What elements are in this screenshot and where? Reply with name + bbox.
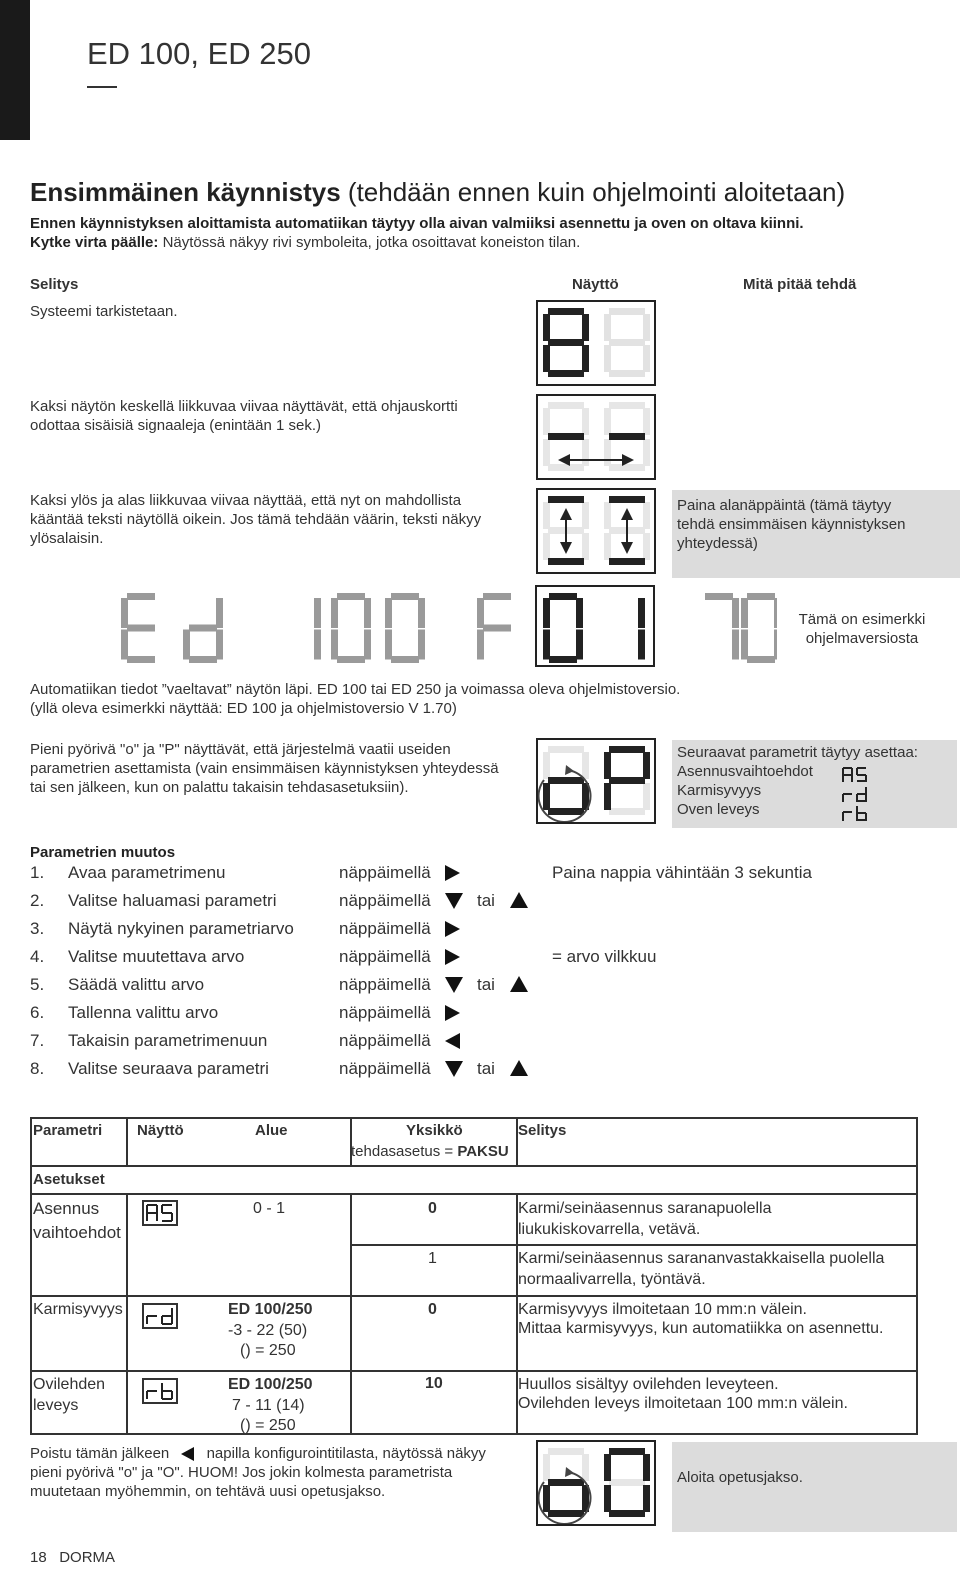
intro-line-2-rest: Näytössä näkyy rivi symboleita, jotka osoittavat koneiston tilan. (158, 234, 581, 251)
segment (314, 598, 321, 628)
step-number: 1. (30, 863, 45, 882)
step-label: Tallenna valittu arvo (68, 1003, 219, 1022)
exit-line-2: pieni pyörivä "o" ja "O". HUOM! Jos jokin kolmesta parametrista (30, 1464, 453, 1481)
segment (331, 598, 338, 628)
table-line-4 (30, 1295, 918, 1297)
display-o0 (536, 1440, 656, 1526)
segment (732, 598, 739, 628)
display-vertical-bars (536, 488, 656, 574)
segment (364, 598, 371, 628)
th-yksikko: Yksikkö (406, 1122, 463, 1139)
table-group: Asetukset (33, 1171, 105, 1188)
segment (121, 630, 128, 660)
segment (774, 598, 777, 628)
auto-line-2: (yllä oleva esimerkki näyttää: ED 100 ja ohjelmistoversio V 1.70) (30, 700, 457, 717)
row4-text: Pieni pyörivä "o" ja "P" näyttävät, että järjestelmä vaatii useiden parametrien asettamista (vain ensimmäisen käynnistyksen yhteydessä tai sen jälkeen, kun on palattu takaisin tehdasasetuksiin). (30, 741, 499, 796)
segment (337, 656, 365, 663)
row2-text: Kaksi näytön keskellä liikkuvaa viivaa näyttävät, että ohjauskortti odottaa sisäisiä signaaleja (enintään 1 sek.) (30, 398, 458, 434)
seven-seg-o0-icon (538, 1442, 654, 1524)
row4-param-1: Asennusvaihtoehdot (677, 763, 813, 780)
th-naytto: Näyttö (137, 1122, 184, 1139)
intro-line-1: Ennen käynnistyksen aloittamista automatiikan täytyy olla aivan valmiiksi asennettu ja oven on oltava kiinni. (30, 215, 804, 232)
step-row (30, 889, 590, 913)
col-mita: Mitä pitää tehdä (743, 276, 857, 293)
step-number: 8. (30, 1059, 45, 1078)
col-selitys: Selitys (30, 276, 79, 293)
th-tehdas-prefix: tehdasasetus = (351, 1143, 458, 1160)
row-leveys-range-2: 7 - 11 (14) (232, 1397, 305, 1414)
step-label: Näytä nykyinen parametriarvo (68, 919, 294, 938)
table-border-right (916, 1117, 918, 1435)
segment (418, 630, 425, 660)
down-arrow-icon (445, 977, 463, 993)
heading-rest: (tehdään ennen kuin ohjelmointi aloitetaan) (340, 177, 846, 207)
footer (30, 1549, 115, 1566)
step-row (30, 945, 657, 969)
seven-seg-updown-icon (538, 490, 654, 572)
exit-line-3: muutetaan myöhemmin, on tehtävä uusi opetusjakso. (30, 1483, 386, 1500)
segment (576, 630, 583, 660)
segment (774, 630, 777, 660)
segment (385, 630, 392, 660)
row-leveys-unit: 10 (425, 1375, 443, 1392)
step-or-word: tai (477, 891, 495, 910)
segment (747, 656, 775, 663)
row-karmi-param: Karmisyvyys (33, 1301, 123, 1318)
up-arrow-icon (510, 892, 528, 908)
display-dashes (536, 394, 656, 480)
mini-display-rd (142, 1303, 178, 1329)
table-line-1 (30, 1165, 918, 1167)
display-88 (536, 300, 656, 386)
row4-param-2: Karmisyvyys (677, 782, 762, 799)
section-heading (30, 177, 845, 208)
step-note: Paina nappia vähintään 3 sekuntia (552, 863, 812, 882)
step-key-word: näppäimellä (339, 919, 431, 938)
segment (638, 598, 645, 628)
step-label: Valitse seuraava parametri (68, 1059, 269, 1078)
rb-icon (144, 1380, 176, 1402)
step-key-word: näppäimellä (339, 947, 431, 966)
segment (549, 593, 577, 600)
up-arrow-icon (510, 976, 528, 992)
step-key-word: näppäimellä (339, 1031, 431, 1050)
step-row (30, 861, 812, 885)
segment (337, 593, 365, 600)
step-key-word: näppäimellä (339, 891, 431, 910)
exit-action-box (672, 1442, 957, 1532)
page-title: ED 100, ED 250 (87, 36, 312, 71)
segment (127, 656, 155, 663)
table-line-3 (350, 1244, 918, 1246)
display-oP (536, 738, 656, 824)
row-leveys-range-3: () = 250 (240, 1417, 296, 1434)
heading-bold: Ensimmäinen käynnistys (30, 177, 341, 207)
step-label: Avaa parametrimenu (68, 863, 226, 882)
segment (638, 630, 645, 660)
param-table (30, 1117, 918, 1435)
segment (732, 630, 739, 660)
segment (477, 598, 484, 628)
mini-display-rb (142, 1378, 178, 1404)
down-arrow-icon (445, 1061, 463, 1077)
brand-name: DORMA (59, 1549, 116, 1566)
step-or-word: tai (477, 975, 495, 994)
segment (391, 593, 419, 600)
step-key-word: näppäimellä (339, 863, 431, 882)
right-arrow-icon (445, 1005, 460, 1021)
param-change-title: Parametrien muutos (30, 844, 176, 861)
segment (543, 598, 550, 628)
segment (549, 656, 577, 663)
segment (183, 630, 190, 660)
exit-text-b: napilla konfigurointitilasta, näytössä näkyy (206, 1445, 486, 1462)
table-col-1 (126, 1117, 128, 1165)
step-row (30, 1057, 590, 1081)
exit-line-1 (30, 1444, 530, 1463)
segment (477, 630, 484, 660)
segment (189, 656, 217, 663)
segment (385, 598, 392, 628)
step-number: 5. (30, 975, 45, 994)
table-line-5 (30, 1370, 918, 1372)
segment (741, 598, 748, 628)
exit-action-text: Aloita opetusjakso. (677, 1469, 803, 1486)
table-border-left (30, 1117, 32, 1435)
row-leveys-param: Ovilehden leveys (33, 1376, 106, 1414)
segment (747, 593, 775, 600)
segment (418, 598, 425, 628)
step-label: Valitse muutettava arvo (68, 947, 245, 966)
row1-text: Systeemi tarkistetaan. (30, 303, 178, 320)
step-row (30, 1029, 590, 1053)
row4-action-title: Seuraavat parametrit täytyy asettaa: (677, 744, 918, 761)
header-bar (0, 0, 30, 140)
row-karmi-range-3: () = 250 (240, 1342, 296, 1359)
step-number: 2. (30, 891, 45, 910)
table-border-top (30, 1117, 918, 1119)
scrolling-display (117, 585, 777, 675)
row3-action-text: Paina alanäppäintä (tämä täytyy tehdä ensimmäisen käynnistyksen yhteydessä) (677, 497, 906, 552)
table-line-2 (30, 1193, 918, 1195)
mini-display-AS (142, 1200, 178, 1226)
segment (483, 625, 511, 632)
step-note: = arvo vilkkuu (552, 947, 657, 966)
auto-line-1: Automatiikan tiedot ”vaeltavat” näytön läpi. ED 100 tai ED 250 ja voimassa oleva ohjelmistoversio. (30, 681, 681, 698)
AS-icon (144, 1202, 176, 1224)
segment (391, 656, 419, 663)
segment (127, 625, 155, 632)
intro-line-2 (30, 233, 930, 252)
row-leveys-desc-2: Ovilehden leveys ilmoitetaan 100 mm:n välein. (518, 1395, 848, 1412)
version-note: Tämä on esimerkki ohjelmaversiosta (798, 611, 926, 647)
step-number: 4. (30, 947, 45, 966)
row4-param-3: Oven leveys (677, 801, 760, 818)
scrolling-text-icon (117, 585, 777, 675)
step-row (30, 1001, 590, 1025)
segment (576, 598, 583, 628)
th-tehdasasetus (351, 1141, 509, 1162)
th-tehdas-bold: PAKSU (457, 1143, 509, 1160)
down-arrow-icon (445, 893, 463, 909)
rd-icon (144, 1305, 176, 1327)
segment (741, 630, 748, 660)
step-number: 7. (30, 1031, 45, 1050)
table-border-bottom (30, 1433, 918, 1435)
row-leveys-desc-1: Huullos sisältyy ovilehden leveyteen. (518, 1376, 779, 1393)
segment (483, 593, 511, 600)
segment (364, 630, 371, 660)
segment (127, 593, 155, 600)
param-codes-icon (840, 765, 870, 823)
intro-line-2-bold: Kytke virta päälle: (30, 234, 159, 251)
segment (216, 598, 223, 628)
step-key-word: näppäimellä (339, 975, 431, 994)
col-naytto: Näyttö (572, 276, 619, 293)
th-selitys: Selitys (518, 1122, 567, 1139)
row-asennus-range: 0 - 1 (253, 1200, 286, 1217)
left-arrow-icon (445, 1033, 460, 1049)
title-underline (87, 86, 117, 88)
segment (189, 625, 217, 632)
segment (314, 630, 321, 660)
row-leveys-range-1: ED 100/250 (228, 1376, 313, 1393)
row-karmi-desc-1: Karmisyvyys ilmoitetaan 10 mm:n välein. (518, 1301, 807, 1318)
page-number: 18 (30, 1549, 47, 1566)
row-karmi-range-2: -3 - 22 (50) (228, 1322, 308, 1339)
step-or-word: tai (477, 1059, 495, 1078)
right-arrow-icon (445, 949, 460, 965)
step-number: 6. (30, 1003, 45, 1022)
right-arrow-icon (445, 921, 460, 937)
step-label: Takaisin parametrimenuun (68, 1031, 268, 1050)
segment (121, 598, 128, 628)
row3-text: Kaksi ylös ja alas liikkuvaa viivaa näyttää, että nyt on mahdollista kääntää teksti näytöllä oikein. Jos tämä tehdään väärin, teksti näkyy ylösalaisin. (30, 492, 482, 547)
segment (543, 630, 550, 660)
segment (705, 593, 733, 600)
segment (331, 630, 338, 660)
step-key-word: näppäimellä (339, 1003, 431, 1022)
row-karmi-desc-2: Mittaa karmisyvyys, kun automatiikka on asennettu. (518, 1320, 884, 1337)
left-arrow-icon (181, 1447, 194, 1461)
row-asennus-unit-1: 1 (428, 1250, 437, 1267)
right-arrow-icon (445, 865, 460, 881)
step-key-word: näppäimellä (339, 1059, 431, 1078)
row-asennus-desc-0: Karmi/seinäasennus saranapuolella liukukiskovarrella, vetävä. (518, 1200, 772, 1238)
th-alue: Alue (255, 1122, 288, 1139)
row-karmi-unit: 0 (428, 1301, 437, 1318)
row-asennus-unit-0: 0 (428, 1200, 437, 1217)
step-row (30, 973, 590, 997)
row-asennus-desc-1: Karmi/seinäasennus sarananvastakkaisella puolella normaalivarrella, työntävä. (518, 1250, 885, 1288)
row-karmi-range-1: ED 100/250 (228, 1301, 313, 1318)
table-col-2b (350, 1193, 352, 1435)
step-label: Säädä valittu arvo (68, 975, 205, 994)
table-col-1b (126, 1193, 128, 1435)
seven-seg-dashes-icon (538, 396, 654, 478)
seven-seg-88-icon (538, 302, 654, 384)
row-asennus-param: Asennus vaihtoehdot (33, 1199, 121, 1242)
exit-text-a: Poistu tämän jälkeen (30, 1445, 170, 1462)
step-number: 3. (30, 919, 45, 938)
up-arrow-icon (510, 1060, 528, 1076)
step-row (30, 917, 590, 941)
segment (216, 630, 223, 660)
step-label: Valitse haluamasi parametri (68, 891, 277, 910)
th-parametri: Parametri (33, 1122, 103, 1139)
seven-seg-oP-icon (538, 740, 654, 822)
